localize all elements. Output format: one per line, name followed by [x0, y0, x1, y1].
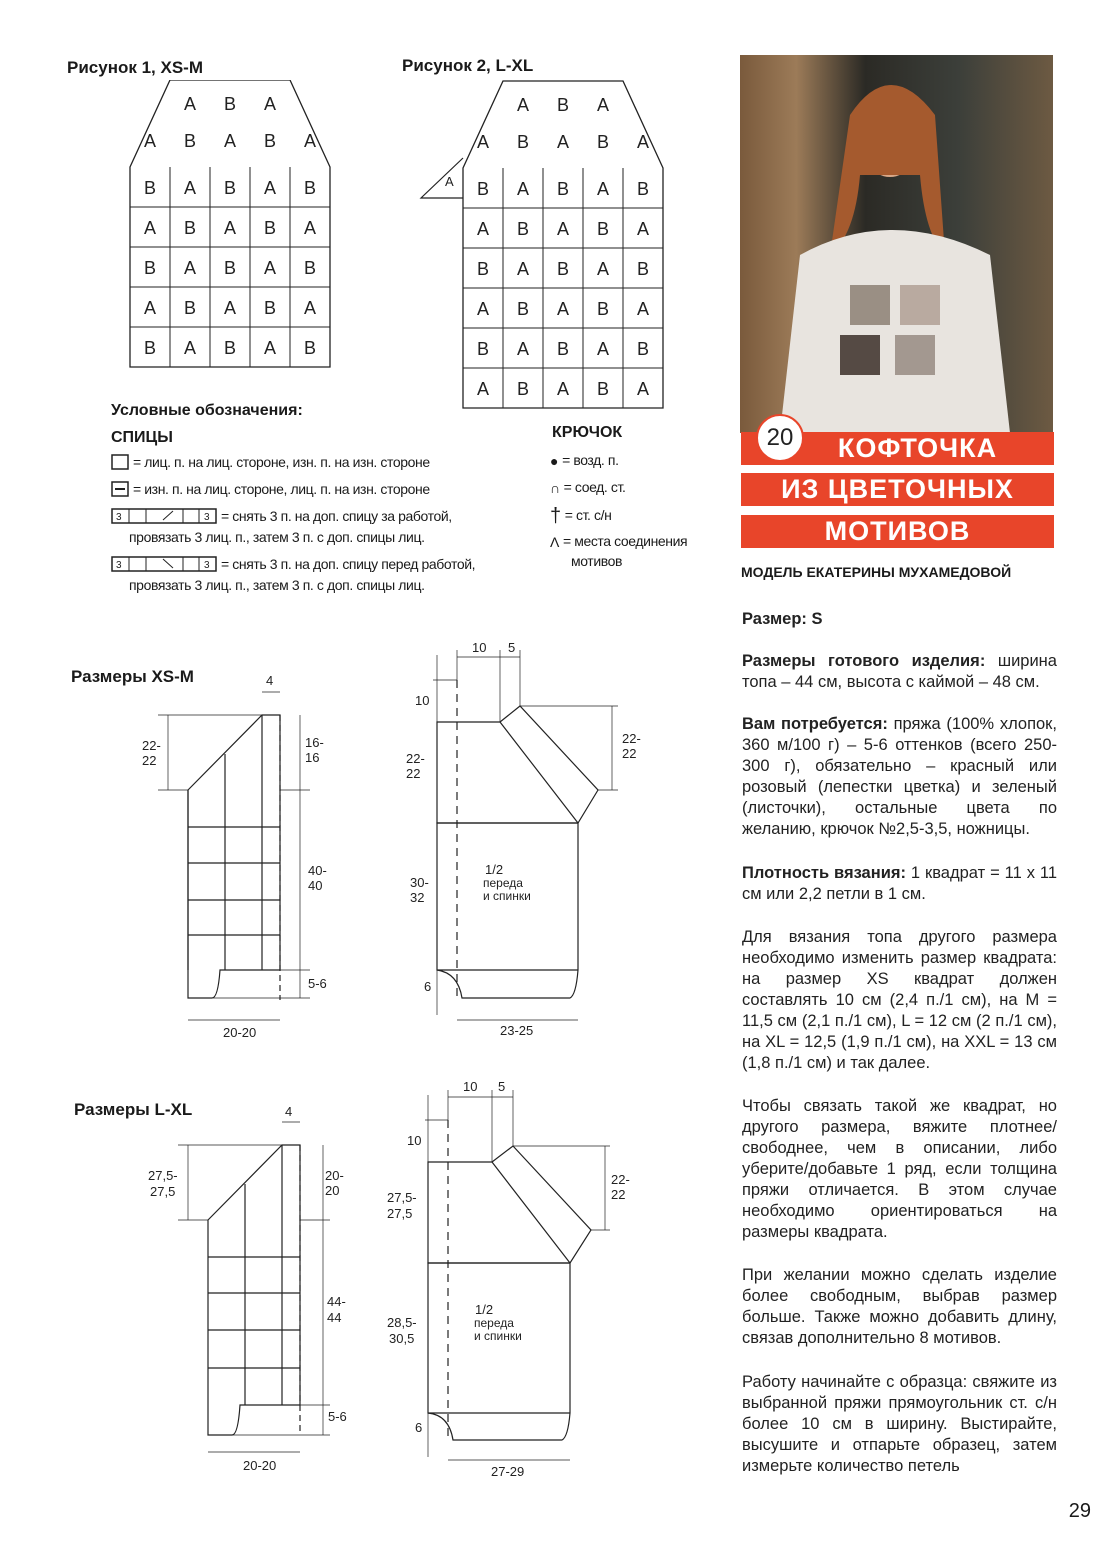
svg-text:23-25: 23-25	[500, 1023, 534, 1038]
double-crochet-icon: †	[550, 505, 561, 527]
svg-text:10: 10	[472, 640, 487, 655]
legend-text: = ст. с/н	[564, 507, 612, 524]
svg-text:40: 40	[308, 878, 323, 893]
schematic-xs-m-front	[400, 635, 660, 1045]
svg-text:20-: 20-	[325, 1168, 344, 1183]
size-label: Размер: S	[742, 610, 823, 628]
motif-letter: B	[597, 299, 610, 319]
schematic-xs-m-side	[130, 670, 360, 1050]
empty-square-icon	[111, 454, 129, 473]
legend-text-cont: провязать 3 лиц. п., затем 3 п. с доп. спицы лиц.	[129, 577, 425, 593]
svg-text:22: 22	[611, 1187, 626, 1202]
motif-letter: A	[637, 379, 650, 399]
legend-item	[111, 508, 452, 527]
model-credit: МОДЕЛЬ ЕКАТЕРИНЫ МУХАМЕДОВОЙ	[741, 564, 1012, 580]
title-banner-line-2: ИЗ ЦВЕТОЧНЫХ	[741, 473, 1054, 506]
motif-letter: A	[304, 218, 317, 238]
svg-text:16-: 16-	[305, 735, 324, 750]
legend-item	[550, 505, 611, 528]
svg-text:27,5: 27,5	[150, 1184, 176, 1199]
motif-letter: A	[144, 218, 157, 238]
materials-paragraph	[742, 714, 1057, 840]
join-caret-icon: Λ	[550, 534, 559, 551]
legend-text: = снять 3 п. на доп. спицу перед работой,	[221, 556, 476, 573]
motif-letter: A	[597, 179, 610, 199]
motif-letter: A	[517, 259, 530, 279]
article-number-badge: 20	[756, 414, 804, 462]
svg-text:10: 10	[415, 693, 430, 708]
motif-letter: A	[477, 299, 490, 319]
svg-text:20: 20	[325, 1183, 340, 1198]
motif-letter: B	[224, 338, 237, 358]
legend-item	[550, 479, 625, 496]
svg-text:22-: 22-	[611, 1172, 630, 1187]
motif-letter: B	[224, 258, 237, 278]
svg-text:40-: 40-	[308, 863, 327, 878]
motif-letter: A	[184, 94, 197, 114]
legend-crochet-head: КРЮЧОК	[552, 424, 623, 441]
svg-text:22: 22	[142, 753, 157, 768]
finished-size-text: ширина топа – 44 см, высота с каймой – 48 см.	[742, 652, 1057, 691]
motif-letter: A	[224, 298, 237, 318]
gauge-text: 1 квадрат = 11 х 11 см или 2,2 петли в 1 см.	[742, 864, 1057, 903]
motif-letter: B	[557, 259, 570, 279]
svg-text:30,5: 30,5	[389, 1331, 415, 1346]
motif-letter: A	[224, 218, 237, 238]
motif-letter: A	[557, 379, 570, 399]
motif-letter: A	[597, 95, 610, 115]
svg-text:5: 5	[508, 640, 516, 655]
svg-text:22-: 22-	[622, 731, 641, 746]
svg-text:16: 16	[305, 750, 320, 765]
motif-letter: B	[184, 131, 197, 151]
legend-text-cont: провязать 3 лиц. п., затем 3 п. с доп. спицы лиц.	[129, 529, 425, 545]
svg-text:переда: переда	[474, 1316, 514, 1330]
svg-text:27-29: 27-29	[491, 1464, 525, 1479]
legend-knitting-head: СПИЦЫ	[111, 429, 173, 446]
motif-letter: B	[477, 339, 490, 359]
motif-letter: B	[144, 258, 157, 278]
svg-text:22: 22	[622, 746, 637, 761]
svg-text:20-20: 20-20	[223, 1025, 257, 1040]
materials-text: пряжа (100% хлопок, 360 м/100 г) – 5-6 оттенков (всего 250-300 г), обязательно – красный или розовый (лепестки цветка) и зеленый (листочки), остальные цвета по желанию, крючок №2,5-3,5, ножницы.	[742, 715, 1057, 838]
finished-size-paragraph	[742, 651, 1057, 693]
svg-text:5-6: 5-6	[308, 976, 327, 991]
svg-text:6: 6	[424, 979, 432, 994]
motif-letter: A	[637, 132, 650, 152]
legend-text: = возд. п.	[562, 452, 619, 468]
paragraph-looser: При желании можно сделать изделие более свободным, выбрав размер больше. Также можно добавить длину, связав дополнительно 8 мотивов.	[742, 1266, 1057, 1347]
svg-text:5-6: 5-6	[328, 1409, 347, 1424]
svg-text:и спинки: и спинки	[483, 889, 531, 903]
paragraph-sample: Работу начинайте с образца: свяжите из выбранной пряжи прямоугольник ст. с/н более 10 см в ширину. Выстирайте, высушите и отпарьте образец, затем измерьте количество петель	[742, 1373, 1057, 1475]
svg-text:переда: переда	[483, 876, 523, 890]
motif-letter: B	[264, 298, 277, 318]
motif-letter: A	[477, 132, 490, 152]
motif-letter: A	[264, 258, 277, 278]
cable-left-icon	[111, 508, 217, 527]
legend-text: = соед. ст.	[563, 479, 626, 495]
svg-text:5: 5	[498, 1079, 506, 1094]
svg-text:6: 6	[415, 1420, 423, 1435]
model-photo	[740, 55, 1053, 433]
legend-item	[111, 481, 430, 500]
svg-text:3: 3	[116, 512, 122, 523]
motif-letter: B	[637, 339, 650, 359]
cable-right-icon	[111, 556, 217, 575]
figure-2-title: Рисунок 2, L-XL	[402, 56, 534, 75]
svg-text:28,5-: 28,5-	[387, 1315, 417, 1330]
motif-letter: B	[264, 131, 277, 151]
motif-letter: A	[445, 174, 454, 189]
motif-letter: B	[557, 179, 570, 199]
motif-letter: A	[264, 178, 277, 198]
materials-label: Вам потребуется:	[742, 715, 888, 733]
motif-letter: A	[557, 299, 570, 319]
motif-letter: A	[517, 179, 530, 199]
figure-2-grid	[415, 80, 675, 415]
motif-letter: A	[557, 132, 570, 152]
svg-text:1/2: 1/2	[475, 1302, 494, 1317]
motif-letter: B	[517, 219, 530, 239]
motif-letter: A	[597, 259, 610, 279]
motif-letter: B	[224, 94, 237, 114]
legend-text: = снять 3 п. на доп. спицу за работой,	[221, 508, 452, 525]
svg-text:32: 32	[410, 890, 425, 905]
legend-item	[111, 454, 430, 473]
legend-text: = места соединения	[562, 533, 688, 549]
svg-text:10: 10	[463, 1079, 478, 1094]
svg-text:10: 10	[407, 1133, 422, 1148]
figure-1-title: Рисунок 1, XS-M	[67, 58, 203, 77]
motif-letter: A	[517, 339, 530, 359]
dash-square-icon	[111, 481, 129, 500]
motif-letter: A	[184, 258, 197, 278]
motif-letter: B	[597, 132, 610, 152]
motif-letter: B	[184, 218, 197, 238]
finished-size-label: Размеры готового изделия:	[742, 652, 986, 670]
svg-text:44: 44	[327, 1310, 342, 1325]
motif-letter: A	[184, 178, 197, 198]
motif-letter: B	[304, 178, 317, 198]
gauge-label: Плотность вязания:	[742, 864, 906, 882]
chain-dot-icon: ●	[550, 453, 559, 470]
legend-item	[550, 452, 619, 469]
svg-text:3: 3	[204, 560, 210, 571]
schematic-l-xl-side	[140, 1100, 370, 1480]
motif-letter: B	[144, 178, 157, 198]
legend-text-cont: мотивов	[571, 553, 623, 569]
motif-letter: B	[304, 258, 317, 278]
svg-text:и спинки: и спинки	[474, 1329, 522, 1343]
legend-text: = изн. п. на лиц. стороне, лиц. п. на изн. стороне	[133, 481, 430, 498]
svg-text:44-: 44-	[327, 1294, 346, 1309]
motif-letter: B	[637, 259, 650, 279]
gauge-paragraph	[742, 863, 1057, 905]
svg-text:4: 4	[285, 1104, 293, 1119]
motif-letter: A	[144, 298, 157, 318]
paragraph-sizes: Для вязания топа другого размера необходимо изменить размер квадрата: на размер XS квадрат должен составлять 10 см (2,4 п./1 см), на М = 11,5 см (2,1 п./1 см), L = 12 см (2 п./1 см), на XL = 12,5 (1,9 п./1 см), на XXL = 13 см (1,8 п./1 см) и так далее.	[742, 928, 1057, 1072]
svg-text:22-: 22-	[142, 738, 161, 753]
motif-letter: A	[224, 131, 237, 151]
motif-letter: B	[557, 95, 570, 115]
motif-letter: A	[477, 379, 490, 399]
motif-letter: A	[264, 94, 277, 114]
title-banner-line-1: КОФТОЧКА	[741, 432, 1054, 465]
motif-letter: B	[304, 338, 317, 358]
motif-letter: A	[304, 298, 317, 318]
motif-letter: A	[597, 339, 610, 359]
svg-text:20-20: 20-20	[243, 1458, 277, 1473]
svg-text:27,5-: 27,5-	[387, 1190, 417, 1205]
svg-text:27,5-: 27,5-	[148, 1168, 178, 1183]
motif-letter: A	[184, 338, 197, 358]
motif-letter: A	[637, 219, 650, 239]
motif-letter: B	[144, 338, 157, 358]
svg-text:22-: 22-	[406, 751, 425, 766]
motif-letter: B	[517, 379, 530, 399]
motif-letter: A	[304, 131, 317, 151]
motif-letter: B	[597, 379, 610, 399]
legend-item	[111, 556, 475, 575]
motif-letter: A	[637, 299, 650, 319]
motif-letter: A	[144, 131, 157, 151]
motif-letter: A	[557, 219, 570, 239]
model-photo-illustration	[740, 55, 1053, 433]
svg-text:30-: 30-	[410, 875, 429, 890]
paragraph-square: Чтобы связать такой же квадрат, но другого размера, вяжите плотнее/свободнее, чем в описании, либо уберите/добавьте 1 ряд, если толщина пряжи отличается. В этом случае необходимо ориентироваться на размеры квадрата.	[742, 1097, 1057, 1241]
motif-letter: B	[517, 132, 530, 152]
motif-letter: B	[517, 299, 530, 319]
svg-text:1/2: 1/2	[485, 862, 504, 877]
schematic-xs-m-title: Размеры XS-M	[71, 667, 194, 686]
svg-text:22: 22	[406, 766, 421, 781]
svg-text:3: 3	[116, 560, 122, 571]
motif-letter: B	[637, 179, 650, 199]
motif-letter: B	[477, 259, 490, 279]
legend-text: = лиц. п. на лиц. стороне, изн. п. на изн. стороне	[133, 454, 430, 471]
svg-text:3: 3	[204, 512, 210, 523]
dim-label: 4	[266, 673, 274, 688]
motif-letter: A	[264, 338, 277, 358]
slip-stitch-arc-icon: ∩	[550, 480, 560, 497]
figure-1-grid	[120, 80, 340, 375]
legend-item	[550, 533, 687, 550]
motif-letter: A	[477, 219, 490, 239]
page-number: 29	[1068, 1500, 1091, 1522]
motif-letter: B	[477, 179, 490, 199]
schematic-l-xl-title: Размеры L-XL	[74, 1100, 193, 1119]
svg-text:27,5: 27,5	[387, 1206, 413, 1221]
legend-title: Условные обозначения:	[111, 402, 303, 419]
side-triangle	[421, 158, 463, 198]
motif-letter: A	[517, 95, 530, 115]
motif-letter: B	[264, 218, 277, 238]
motif-letter: B	[557, 339, 570, 359]
motif-letter: B	[224, 178, 237, 198]
motif-letter: B	[184, 298, 197, 318]
motif-letter: B	[597, 219, 610, 239]
title-banner-line-3: МОТИВОВ	[741, 515, 1054, 548]
schematic-l-xl-front	[385, 1075, 645, 1485]
